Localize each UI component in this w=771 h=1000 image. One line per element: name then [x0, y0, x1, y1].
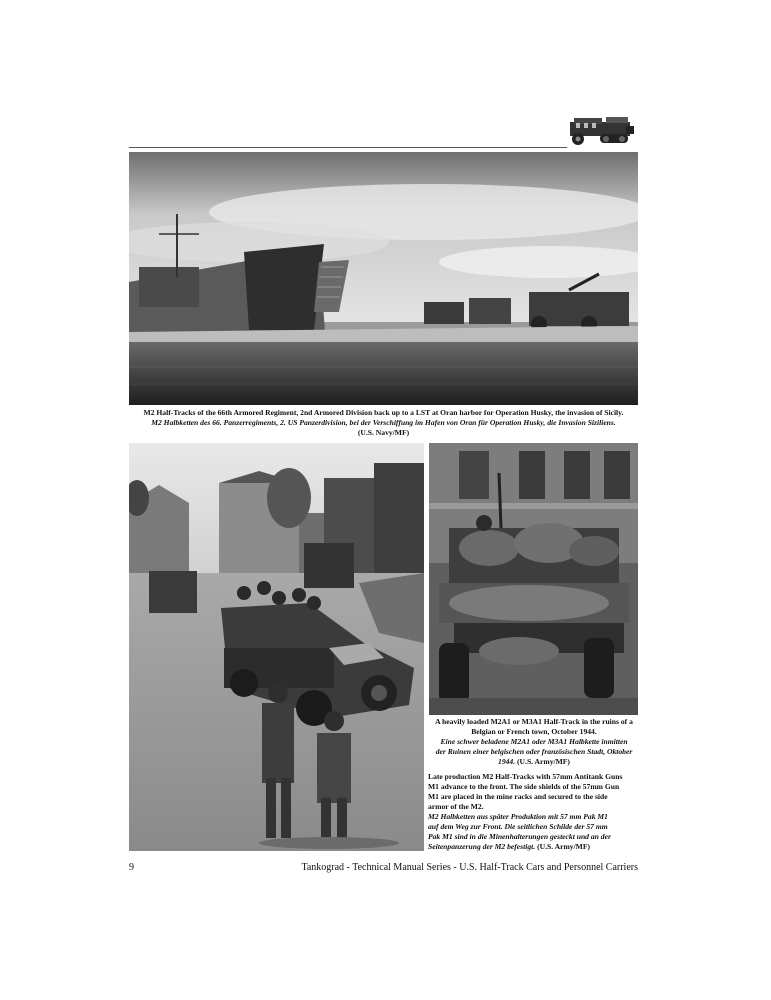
- photo-lst-oran-harbor: [129, 152, 638, 405]
- caption-german-line-3: 1944.: [498, 757, 516, 766]
- photo-loaded-half-track-ruins: [429, 443, 638, 715]
- half-track-logo-icon: [566, 112, 638, 148]
- caption-german-line-1: M2 Halbketten aus später Produktion mit 57 mm Pak M1: [428, 812, 608, 821]
- caption-english-line-2: Belgian or French town, October 1944.: [471, 727, 597, 736]
- photo-credit: (U.S. Army/MF): [517, 757, 570, 766]
- caption-57mm-guns: [428, 772, 640, 852]
- caption-loaded-half-track: [428, 717, 640, 767]
- caption-german-line-3: Pak M1 sind in die Minenhalterungen gesteckt und an der: [428, 832, 611, 841]
- running-title: Tankograd - Technical Manual Series - U.S. Half-Track Cars and Personnel Carriers: [301, 862, 638, 873]
- caption-english-line-4: armor of the M2.: [428, 802, 484, 811]
- caption-english: M2 Half-Tracks of the 66th Armored Regiment, 2nd Armored Division back up to a LST at Oran harbor for Operation Husky, the invasion of Sicily.: [143, 408, 624, 417]
- caption-german-line-4: Seitenpanzerung der M2 befestigt.: [428, 842, 536, 851]
- photo-credit: (U.S. Navy/MF): [357, 428, 410, 437]
- caption-german: M2 Halbketten des 66. Panzerregiments, 2. US Panzerdivision, bei der Verschiffung im Hafen von Oran für Operation Husky, die Invasion Siziliens.: [151, 418, 616, 427]
- caption-german-line-1: Eine schwer beladene M2A1 oder M3A1 Halbkette inmitten: [440, 737, 628, 746]
- photo-half-tracks-57mm-guns: [129, 443, 424, 851]
- caption-lst-oran: [129, 408, 638, 438]
- page-number: 9: [129, 862, 134, 873]
- header-rule: [129, 147, 567, 148]
- caption-english-line-1: A heavily loaded M2A1 or M3A1 Half-Track in the ruins of a: [435, 717, 633, 726]
- caption-english-line-2: M1 advance to the front. The side shields of the 57mm Gun: [428, 782, 620, 791]
- caption-english-line-1: Late production M2 Half-Tracks with 57mm Antitank Guns: [428, 772, 623, 781]
- photo-credit: (U.S. Army/MF): [537, 842, 591, 851]
- caption-english-line-3: M1 are placed in the mine racks and secured to the side: [428, 792, 608, 801]
- caption-german-line-2: der Ruinen einer belgischen oder französischen Stadt, Oktober: [435, 747, 633, 756]
- caption-german-line-2: auf dem Weg zur Front. Die seitlichen Schilde der 57 mm: [428, 822, 608, 831]
